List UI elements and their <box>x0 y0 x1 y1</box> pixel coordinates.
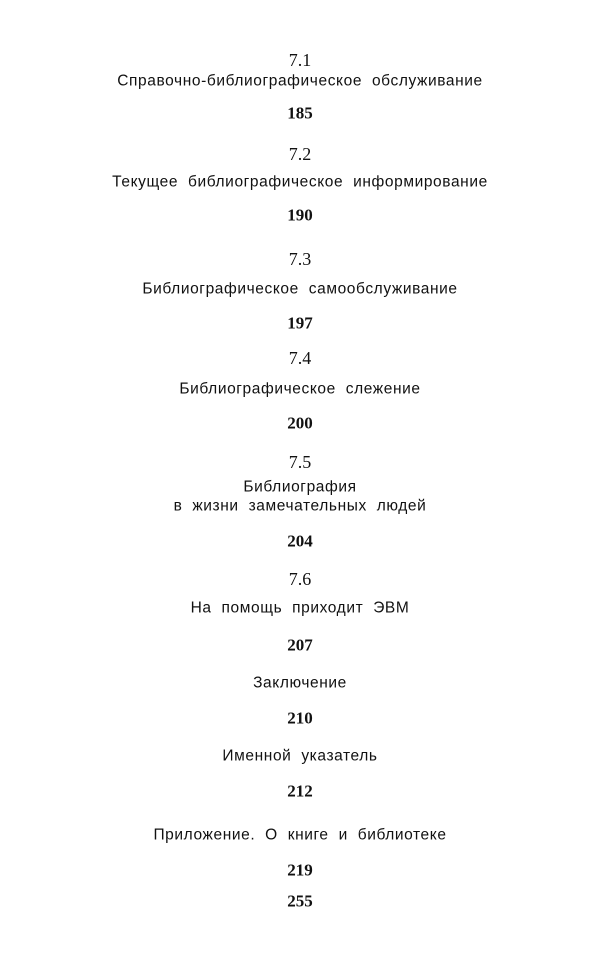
section-title: Библиографическое самообслуживание <box>142 280 458 298</box>
page-number: 185 <box>287 103 313 123</box>
page-number: 200 <box>287 413 313 433</box>
section-title: На помощь приходит ЭВМ <box>190 599 410 617</box>
page-number: 207 <box>287 635 313 655</box>
section-title-line2: в жизни замечательных людей <box>173 497 427 515</box>
section-number: 7.6 <box>288 569 312 589</box>
section-number: 7.3 <box>288 249 312 269</box>
section-title: Приложение. О книге и библиотеке <box>153 826 447 844</box>
section-title: Справочно-библиографическое обслуживание <box>117 72 483 90</box>
page-number: 219 <box>287 860 313 880</box>
page-number: 204 <box>287 531 313 551</box>
section-number: 7.4 <box>288 348 312 368</box>
section-title: Библиографическое слежение <box>179 380 421 398</box>
page-number: 210 <box>287 708 313 728</box>
page-number: 197 <box>287 313 313 333</box>
section-number: 7.5 <box>288 452 312 472</box>
section-title: Текущее библиографическое информирование <box>112 173 488 191</box>
page-number: 190 <box>287 205 313 225</box>
section-title-line1: Библиография <box>243 478 357 496</box>
section-number: 7.2 <box>288 144 312 164</box>
section-title: Заключение <box>253 674 347 692</box>
section-number: 7.1 <box>288 50 312 70</box>
page-number: 212 <box>287 781 313 801</box>
page-number: 255 <box>287 891 313 911</box>
section-title: Именной указатель <box>222 747 378 765</box>
